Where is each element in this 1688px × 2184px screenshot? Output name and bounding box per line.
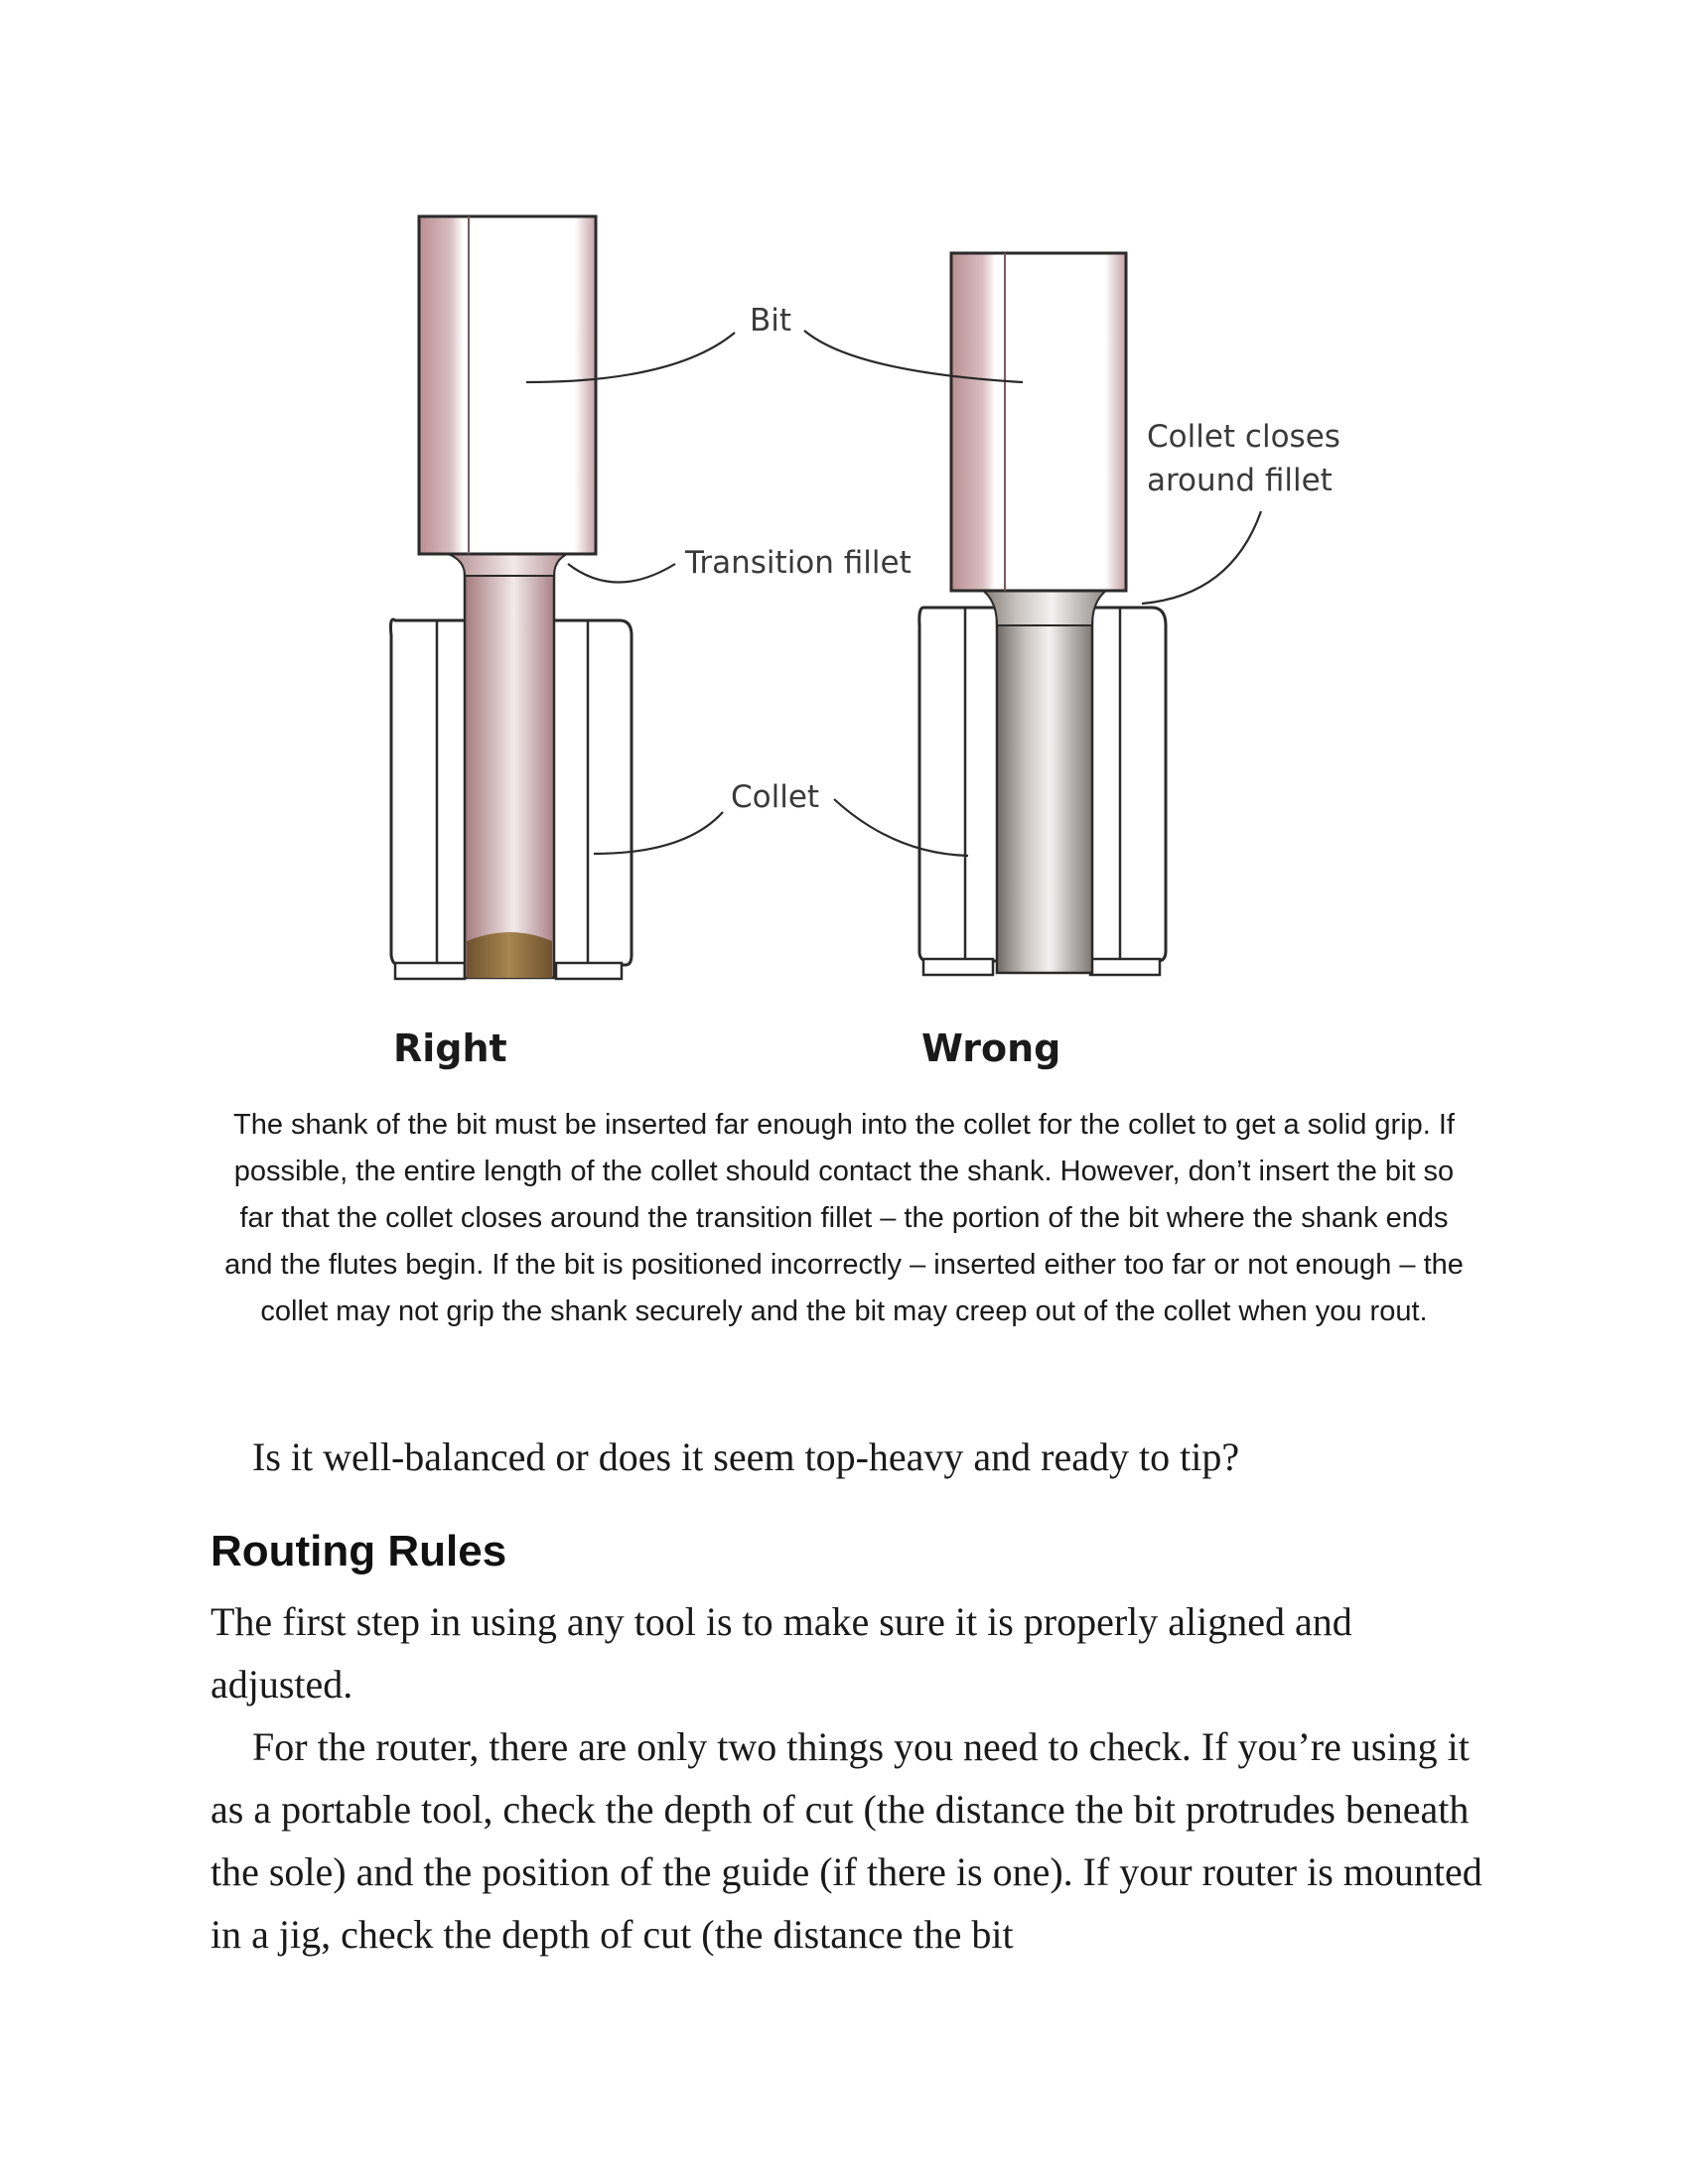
body-paragraph-1: The first step in using any tool is to make sure it is properly aligned and adjusted. bbox=[211, 1599, 1352, 1706]
label-transition-fillet: Transition fillet bbox=[685, 545, 912, 581]
section-heading: Routing Rules bbox=[211, 1527, 507, 1575]
label-wrong: Wrong bbox=[921, 1026, 1061, 1070]
figure-caption: The shank of the bit must be inserted far enough into the collet for the collet to get a solid grip. If possible, the entire length of the collet should contact the shank. However, don’t insert the bit so far that the collet closes around the transition fillet – the portion of the bit where the shank ends and the flutes begin. If the bit is positioned incorrectly – inserted either too far or not enough – the collet may not grip the shank securely and the bit may creep out of the collet when you rout. bbox=[224, 1109, 1464, 1327]
label-collet: Collet bbox=[731, 779, 820, 815]
right-bit-drawing bbox=[391, 216, 633, 979]
wrong-bit-drawing bbox=[919, 253, 1166, 975]
label-collet-closes-around-fillet: Collet closes around fillet bbox=[1147, 419, 1340, 498]
label-bit: Bit bbox=[750, 303, 792, 339]
question-paragraph: Is it well-balanced or does it seem top-heavy and ready to tip? bbox=[252, 1434, 1240, 1479]
body-paragraph-2: For the router, there are only two things you need to check. If you’re using it as a portable tool, check the depth of cut (the distance the bit protrudes beneath the sole) and the position of the guide (if there is one). If your router is mounted in a jig, check the depth of cut (the distance the bit bbox=[211, 1724, 1482, 1957]
label-right: Right bbox=[393, 1026, 507, 1070]
